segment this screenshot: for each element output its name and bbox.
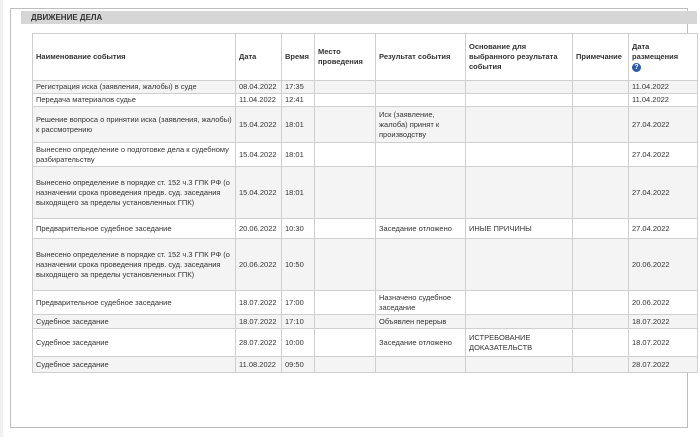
cell-time: 18:01 <box>282 143 315 167</box>
cell-basis <box>466 357 573 373</box>
header-time: Время <box>282 34 315 81</box>
cell-basis <box>466 81 573 94</box>
cell-event: Вынесено определение о подготовке дела к судебному разбирательству <box>33 143 236 167</box>
table-row <box>33 167 698 219</box>
cell-note <box>573 357 629 373</box>
cell-basis <box>466 315 573 329</box>
table-row <box>33 291 698 315</box>
cell-posted: 20.06.2022 <box>629 291 698 315</box>
cell-event: Вынесено определение в порядке ст. 152 ч.3 ГПК РФ (о назначении срока проведения предв. суд. заседания выходящего за пределы установленных ГПК) <box>33 167 236 219</box>
table-header-row <box>33 34 698 81</box>
cell-note <box>573 219 629 239</box>
table-row <box>33 81 698 94</box>
cell-date: 20.06.2022 <box>236 219 282 239</box>
cell-event: Предварительное судебное заседание <box>33 219 236 239</box>
cell-posted: 27.04.2022 <box>629 107 698 143</box>
cell-time: 18:01 <box>282 107 315 143</box>
cell-place <box>315 94 376 107</box>
cell-result <box>376 239 466 291</box>
cell-place <box>315 107 376 143</box>
cell-event: Вынесено определение в порядке ст. 152 ч.3 ГПК РФ (о назначении срока проведения предв. суд. заседания выходящего за пределы установленных ГПК) <box>33 239 236 291</box>
cell-date: 15.04.2022 <box>236 143 282 167</box>
cell-note <box>573 315 629 329</box>
case-events-table <box>32 33 698 373</box>
cell-place <box>315 81 376 94</box>
cell-result <box>376 94 466 107</box>
cell-note <box>573 81 629 94</box>
cell-date: 15.04.2022 <box>236 107 282 143</box>
cell-time: 18:01 <box>282 167 315 219</box>
cell-date: 08.04.2022 <box>236 81 282 94</box>
cell-event: Передача материалов судье <box>33 94 236 107</box>
cell-place <box>315 291 376 315</box>
header-date: Дата <box>236 34 282 81</box>
cell-basis <box>466 107 573 143</box>
question-icon[interactable]: ? <box>632 63 641 72</box>
cell-place <box>315 357 376 373</box>
header-note: Примечание <box>573 34 629 81</box>
header-basis: Основание для выбранного результата события <box>466 34 573 81</box>
cell-date: 15.04.2022 <box>236 167 282 219</box>
cell-time: 17:10 <box>282 315 315 329</box>
cell-basis <box>466 291 573 315</box>
header-event: Наименование события <box>33 34 236 81</box>
cell-note <box>573 239 629 291</box>
cell-note <box>573 107 629 143</box>
table-row <box>33 315 698 329</box>
cell-posted: 18.07.2022 <box>629 329 698 357</box>
cell-basis <box>466 143 573 167</box>
cell-place <box>315 167 376 219</box>
cell-note <box>573 143 629 167</box>
cell-time: 17:35 <box>282 81 315 94</box>
cell-result: Назначено судебное заседание <box>376 291 466 315</box>
cell-time: 12:41 <box>282 94 315 107</box>
cell-basis <box>466 239 573 291</box>
cell-place <box>315 329 376 357</box>
cell-event: Решение вопроса о принятии иска (заявления, жалобы) к рассмотрению <box>33 107 236 143</box>
cell-result: Иск (заявление, жалоба) принят к производству <box>376 107 466 143</box>
cell-result: Заседание отложено <box>376 329 466 357</box>
table-row <box>33 107 698 143</box>
header-posted <box>629 34 698 81</box>
cell-result <box>376 81 466 94</box>
cell-time: 10:30 <box>282 219 315 239</box>
cell-place <box>315 239 376 291</box>
cell-date: 18.07.2022 <box>236 315 282 329</box>
cell-note <box>573 94 629 107</box>
cell-date: 20.06.2022 <box>236 239 282 291</box>
cell-place <box>315 315 376 329</box>
cell-basis <box>466 167 573 219</box>
table-row <box>33 329 698 357</box>
cell-date: 18.07.2022 <box>236 291 282 315</box>
cell-event: Судебное заседание <box>33 315 236 329</box>
cell-time: 17:00 <box>282 291 315 315</box>
table-row <box>33 239 698 291</box>
cell-posted: 27.04.2022 <box>629 219 698 239</box>
cell-time: 09:50 <box>282 357 315 373</box>
cell-event: Судебное заседание <box>33 329 236 357</box>
cell-posted: 27.04.2022 <box>629 143 698 167</box>
page-left-edge <box>0 0 3 437</box>
table-row <box>33 94 698 107</box>
cell-result: Заседание отложено <box>376 219 466 239</box>
cell-result <box>376 143 466 167</box>
cell-date: 11.04.2022 <box>236 94 282 107</box>
cell-date: 28.07.2022 <box>236 329 282 357</box>
cell-event: Судебное заседание <box>33 357 236 373</box>
section-title: ДВИЖЕНИЕ ДЕЛА <box>21 11 697 24</box>
cell-place <box>315 143 376 167</box>
cell-posted: 28.07.2022 <box>629 357 698 373</box>
cell-posted: 20.06.2022 <box>629 239 698 291</box>
cell-basis: ИНЫЕ ПРИЧИНЫ <box>466 219 573 239</box>
case-movement-panel <box>10 8 688 428</box>
table-row <box>33 143 698 167</box>
cell-event: Регистрация иска (заявления, жалобы) в суде <box>33 81 236 94</box>
cell-event: Предварительное судебное заседание <box>33 291 236 315</box>
table-row <box>33 357 698 373</box>
cell-time: 10:50 <box>282 239 315 291</box>
table-row <box>33 219 698 239</box>
cell-result <box>376 357 466 373</box>
cell-place <box>315 219 376 239</box>
cell-posted: 11.04.2022 <box>629 81 698 94</box>
cell-note <box>573 291 629 315</box>
table-body <box>33 81 698 373</box>
cell-note <box>573 167 629 219</box>
cell-posted: 18.07.2022 <box>629 315 698 329</box>
cell-date: 11.08.2022 <box>236 357 282 373</box>
cell-basis <box>466 94 573 107</box>
cell-basis: ИСТРЕБОВАНИЕ ДОКАЗАТЕЛЬСТВ <box>466 329 573 357</box>
header-place: Место проведения <box>315 34 376 81</box>
cell-result <box>376 167 466 219</box>
cell-time: 10:00 <box>282 329 315 357</box>
cell-posted: 27.04.2022 <box>629 167 698 219</box>
header-result: Результат события <box>376 34 466 81</box>
cell-result: Объявлен перерыв <box>376 315 466 329</box>
cell-note <box>573 329 629 357</box>
cell-posted: 11.04.2022 <box>629 94 698 107</box>
header-posted-label: Дата размещения <box>632 42 679 61</box>
